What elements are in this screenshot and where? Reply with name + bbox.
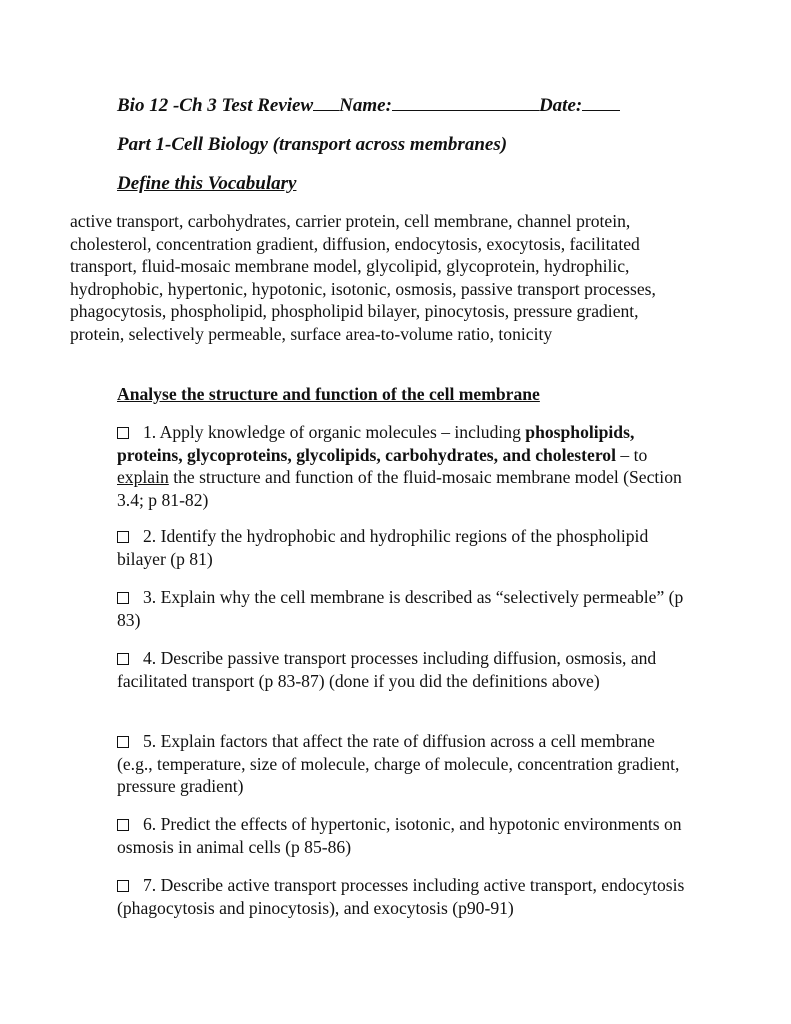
vocab-list: active transport, carbohydrates, carrier protein, cell membrane, channel protein, cholesterol, concentration gradient, diffusion, endocytosis, exocytosis, facilitated transport, fluid-mosaic membrane model, glycolipid, glycoprotein, hydrophilic, hydrophobic, hypertonic, hypotonic, isotonic, osmosis, passive transport processes, phagocytosis, phospholipid, phospholipid bilayer, pinocytosis, pressure gradient, protein, selectively permeable, surface area-to-volume ratio, tonicity: [70, 211, 656, 344]
name-label: Name:: [339, 95, 392, 116]
checkbox-6[interactable]: [117, 819, 129, 831]
item-2-text: 2. Identify the hydrophobic and hydrophilic regions of the phospholipid bilayer (p 81): [117, 526, 649, 569]
checklist-item: [117, 730, 687, 798]
item-1-mid: – to: [616, 444, 648, 465]
item-3-text: 3. Explain why the cell membrane is described as “selectively permeable” (p 83): [117, 587, 684, 630]
name-field-line[interactable]: [392, 93, 539, 111]
course-blank-line: [313, 93, 339, 111]
checklist-item: [117, 421, 687, 511]
vocab-heading: Define this Vocabulary: [117, 173, 297, 194]
item-1-underlined: explain: [117, 467, 169, 487]
checklist-item: [117, 813, 687, 858]
item-1-bold: phospholipids, proteins, glycoproteins, glycolipids, carbohydrates, and cholesterol: [117, 422, 635, 465]
checklist-item: [117, 525, 687, 570]
item-1-tail: the structure and function of the fluid-mosaic membrane model (Section 3.4; p 81-82): [117, 467, 682, 510]
checkbox-4[interactable]: [117, 653, 129, 665]
item-5-text: 5. Explain factors that affect the rate of diffusion across a cell membrane (e.g., temperature, size of molecule, charge of molecule, concentration gradient, pressure gradient): [117, 731, 680, 796]
item-6-text: 6. Predict the effects of hypertonic, isotonic, and hypotonic environments on osmosis in animal cells (p 85-86): [117, 814, 682, 857]
checkbox-7[interactable]: [117, 880, 129, 892]
checkbox-1[interactable]: [117, 427, 129, 439]
header-line: [117, 93, 620, 118]
date-label: Date:: [538, 95, 583, 116]
course-title: Bio 12 -Ch 3 Test Review: [117, 95, 314, 116]
section-title: Analyse the structure and function of the cell membrane: [117, 384, 540, 404]
item-1-lead: 1. Apply knowledge of organic molecules – including: [143, 422, 526, 442]
part-title: Part 1-Cell Biology (transport across membranes): [117, 134, 508, 155]
checklist-item: [117, 874, 687, 919]
date-field-line[interactable]: [582, 93, 620, 111]
item-7-text: 7. Describe active transport processes including active transport, endocytosis (phagocytosis and pinocytosis), and exocytosis (p90-91): [117, 875, 685, 918]
checkbox-3[interactable]: [117, 592, 129, 604]
checklist-item: [117, 586, 687, 631]
checklist-item: [117, 647, 687, 692]
item-4-text: 4. Describe passive transport processes including diffusion, osmosis, and facilitated transport (p 83-87) (done if you did the definitions above): [117, 648, 657, 691]
checkbox-2[interactable]: [117, 531, 129, 543]
checkbox-5[interactable]: [117, 736, 129, 748]
